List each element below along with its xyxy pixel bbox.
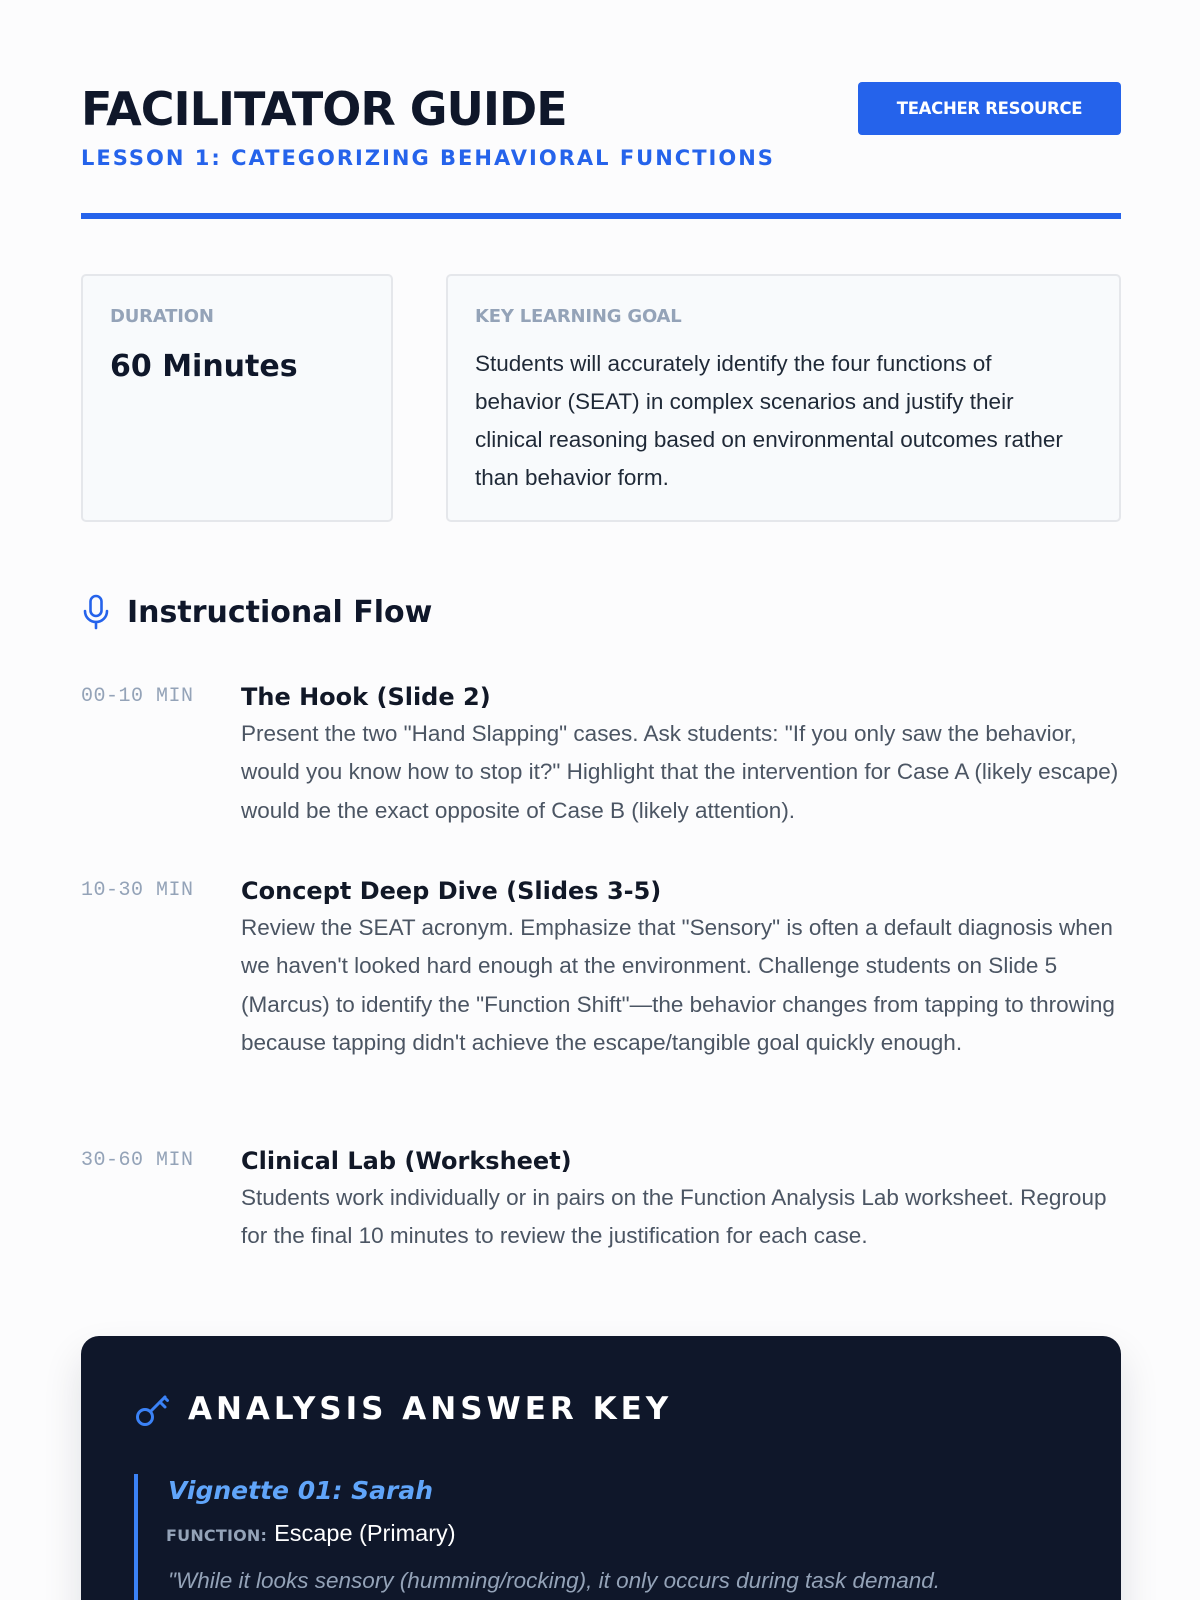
answer-key-heading [134, 1390, 672, 1428]
flow-step-title: Clinical Lab (Worksheet) [241, 1147, 572, 1175]
flow-step-title: The Hook (Slide 2) [241, 683, 491, 711]
function-label: FUNCTION: [166, 1526, 268, 1545]
function-value: Escape (Primary) [274, 1520, 456, 1546]
flow-step-text: Review the SEAT acronym. Emphasize that "Sensory" is often a default diagnosis when we haven't looked hard enough at the environment. Challenge students on Slide 5 (Marcus) to identify the "Function Shift"—the behavior changes from tapping to throwing because tapping didn't achieve the escape/tangible goal quickly enough. [241, 915, 1115, 1055]
facilitator-guide-page [81, 0, 1121, 1600]
answer-key-title: ANALYSIS ANSWER KEY [188, 1391, 673, 1427]
vignette-name: Vignette 01: Sarah [168, 1476, 434, 1505]
lesson-subtitle: LESSON 1: CATEGORIZING BEHAVIORAL FUNCTIONS [81, 146, 775, 170]
key-icon [134, 1390, 172, 1428]
learning-goal-label: KEY LEARNING GOAL [475, 306, 682, 327]
answer-key-panel [81, 1336, 1121, 1600]
vignette-quote: "While it looks sensory (humming/rocking), it only occurs during task demand. [168, 1568, 941, 1593]
header-divider [81, 213, 1121, 219]
vignette-function [166, 1520, 456, 1547]
duration-value: 60 Minutes [110, 349, 298, 384]
flow-step-title: Concept Deep Dive (Slides 3-5) [241, 877, 662, 905]
microphone-icon [81, 593, 111, 631]
teacher-resource-badge: TEACHER RESOURCE [858, 82, 1121, 135]
section-title: Instructional Flow [127, 594, 433, 630]
duration-card [81, 274, 393, 522]
flow-step-time: 10-30 MIN [81, 879, 194, 902]
duration-label: DURATION [110, 306, 214, 327]
flow-step-time: 30-60 MIN [81, 1149, 194, 1172]
instructional-flow-heading [81, 590, 432, 634]
page-header [81, 82, 1121, 172]
learning-goal-card [446, 274, 1121, 522]
flow-step-time: 00-10 MIN [81, 685, 194, 708]
learning-goal-text: Students will accurately identify the four functions of behavior (SEAT) in complex scenarios and justify their clinical reasoning based on environmental outcomes rather than behavior form. [475, 351, 1063, 490]
page-title: FACILITATOR GUIDE [81, 82, 567, 136]
vignette-card [134, 1474, 1094, 1600]
flow-step-text: Students work individually or in pairs on the Function Analysis Lab worksheet. Regroup for the final 10 minutes to review the justification for each case. [241, 1185, 1107, 1249]
flow-step-text: Present the two "Hand Slapping" cases. Ask students: "If you only saw the behavior, would you know how to stop it?" Highlight that the intervention for Case A (likely escape) would be the exact opposite of Case B (likely attention). [241, 721, 1119, 823]
